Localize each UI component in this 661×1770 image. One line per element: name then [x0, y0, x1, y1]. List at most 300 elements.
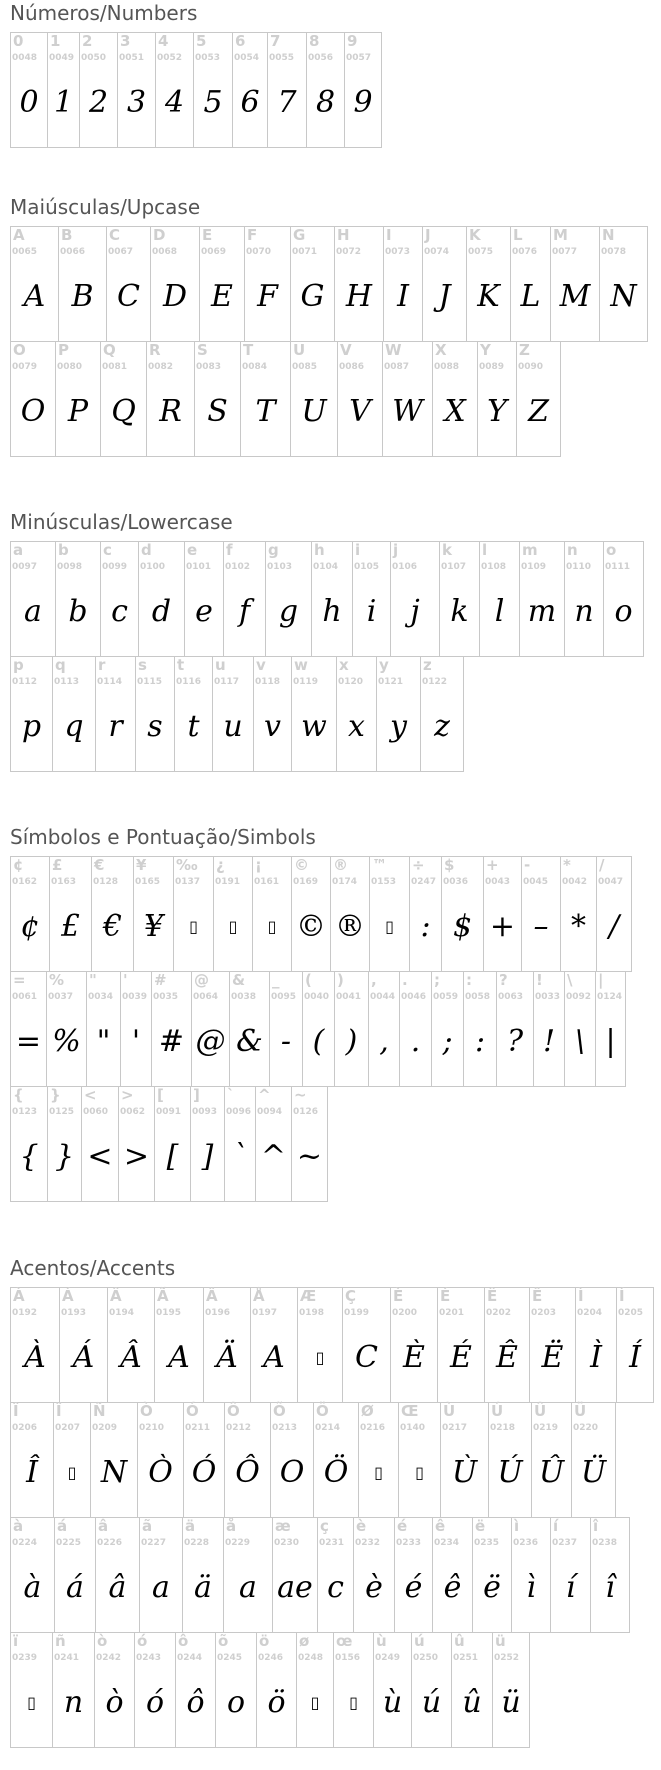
glyph-code-label: 0087 — [384, 362, 410, 372]
glyph-code-label: 0210 — [139, 1423, 165, 1433]
glyph-code-label: 0123 — [12, 1107, 38, 1117]
glyph-character-label: M — [553, 226, 568, 244]
glyph-sample: @ — [195, 1024, 226, 1059]
glyph-cell — [175, 1632, 216, 1748]
glyph-sample: ¥ — [143, 909, 164, 944]
glyph-cell — [333, 1632, 374, 1748]
glyph-character-label: ! — [536, 971, 543, 989]
glyph-sample: > — [123, 1139, 150, 1174]
glyph-code-label: 0198 — [299, 1308, 325, 1318]
glyph-cell — [272, 1517, 318, 1633]
glyph-character-label: > — [121, 1086, 134, 1104]
glyph-cell — [54, 1517, 96, 1633]
glyph-character-label: # — [154, 971, 167, 989]
glyph-character-label: v — [256, 656, 266, 674]
glyph-sample: ! — [542, 1024, 556, 1059]
glyph-sample: n — [63, 1685, 84, 1720]
glyph-character-label: 2 — [82, 32, 93, 50]
glyph-cell — [120, 971, 152, 1087]
glyph-sample: : — [474, 1024, 486, 1059]
glyph-character-label: P — [58, 341, 69, 359]
glyph-character-label: ô — [178, 1632, 189, 1650]
glyph-code-label: 0237 — [552, 1538, 578, 1548]
glyph-sample: z — [434, 709, 450, 744]
glyph-character-label: x — [339, 656, 349, 674]
glyph-code-label: 0252 — [494, 1653, 520, 1663]
glyph-code-label: 0045 — [523, 877, 549, 887]
glyph-cell — [564, 541, 604, 657]
glyph-sample: N — [100, 1455, 128, 1490]
glyph-sample: d — [151, 594, 172, 629]
glyph-character-label: À — [13, 1287, 25, 1305]
glyph-sample: Ô — [235, 1455, 260, 1490]
glyph-character-label: , — [371, 971, 377, 989]
glyph-sample: W — [392, 394, 423, 429]
glyph-cell — [550, 226, 600, 342]
glyph-character-label: 9 — [347, 32, 358, 50]
glyph-character-label: ë — [475, 1517, 486, 1535]
glyph-character-label: R — [149, 341, 161, 359]
glyph-sample: Ê — [496, 1340, 518, 1375]
glyph-sample: 8 — [315, 85, 336, 120]
glyph-character-label: û — [454, 1632, 465, 1650]
glyph-cell — [91, 856, 134, 972]
glyph-sample: a — [152, 1570, 170, 1605]
glyph-sample: A — [23, 279, 46, 314]
glyph-row — [10, 541, 643, 656]
glyph-character-label: U — [293, 341, 306, 359]
glyph-cell — [95, 656, 136, 772]
glyph-character-label: J — [425, 226, 431, 244]
glyph-character-label: C — [109, 226, 121, 244]
glyph-cell — [94, 1632, 135, 1748]
glyph-cell — [431, 971, 464, 1087]
glyph-sample: i — [366, 594, 377, 629]
glyph-cell — [472, 1517, 512, 1633]
glyph-character-label: $ — [444, 856, 455, 874]
glyph-cell — [599, 226, 648, 342]
glyph-sample: 0 — [19, 85, 39, 120]
glyph-cell — [358, 1402, 399, 1518]
glyph-code-label: 0100 — [140, 562, 166, 572]
glyph-sample: ] — [201, 1139, 214, 1174]
glyph-sample: , — [379, 1024, 389, 1059]
glyph-character-label: Ù — [443, 1402, 456, 1420]
glyph-sample: ▯ — [189, 917, 198, 936]
glyph-code-label: 0074 — [424, 247, 450, 257]
glyph-cell — [596, 856, 632, 972]
glyph-character-label: Î — [13, 1402, 19, 1420]
glyph-character-label: Û — [534, 1402, 547, 1420]
glyph-code-label: 0244 — [177, 1653, 203, 1663]
glyph-sample: V — [349, 394, 371, 429]
glyph-cell — [86, 971, 121, 1087]
glyph-code-label: 0091 — [156, 1107, 182, 1117]
glyph-character-label: z — [423, 656, 432, 674]
glyph-character-label: í — [553, 1517, 559, 1535]
glyph-character-label: Y — [480, 341, 491, 359]
glyph-cell — [420, 656, 464, 772]
glyph-code-label: 0109 — [521, 562, 547, 572]
glyph-character-label: ) — [337, 971, 344, 989]
glyph-cell — [269, 971, 303, 1087]
glyph-sample: ; — [442, 1024, 453, 1059]
glyph-cell — [411, 1632, 452, 1748]
glyph-code-label: 0162 — [12, 877, 38, 887]
glyph-cell — [317, 1517, 354, 1633]
glyph-sample: 1 — [53, 85, 74, 120]
glyph-code-label: 0092 — [566, 992, 592, 1002]
glyph-character-label: ñ — [55, 1632, 66, 1650]
glyph-cell — [334, 971, 369, 1087]
glyph-character-label: é — [397, 1517, 408, 1535]
glyph-code-label: 0062 — [120, 1107, 146, 1117]
section-title: Números/Numbers — [10, 1, 198, 25]
glyph-character-label: } — [50, 1086, 61, 1104]
glyph-cell — [483, 856, 522, 972]
glyph-cell — [575, 1287, 617, 1403]
glyph-code-label: 0174 — [332, 877, 358, 887]
glyph-code-label: 0072 — [336, 247, 362, 257]
glyph-code-label: 0219 — [533, 1423, 559, 1433]
glyph-sample: p — [21, 709, 42, 744]
glyph-cell — [451, 1632, 493, 1748]
glyph-code-label: 0114 — [97, 677, 123, 687]
glyph-cell — [291, 856, 331, 972]
glyph-row — [10, 32, 381, 147]
glyph-sample: ó — [145, 1685, 165, 1720]
glyph-code-label: 0081 — [102, 362, 128, 372]
glyph-cell — [135, 656, 175, 772]
glyph-sample: ▯ — [349, 1693, 358, 1712]
glyph-cell — [154, 1086, 191, 1202]
glyph-code-label: 0116 — [176, 677, 202, 687]
glyph-cell — [154, 1287, 204, 1403]
glyph-character-label: Ï — [56, 1402, 62, 1420]
glyph-sample: 5 — [203, 85, 223, 120]
glyph-sample: Ü — [580, 1455, 607, 1490]
glyph-character-label: b — [58, 541, 69, 559]
glyph-code-label: 0079 — [12, 362, 38, 372]
glyph-code-label: 0071 — [292, 247, 318, 257]
glyph-row — [10, 856, 631, 971]
glyph-code-label: 0068 — [152, 247, 178, 257]
glyph-cell — [212, 656, 254, 772]
glyph-code-label: 0048 — [12, 53, 38, 63]
glyph-cell — [232, 32, 268, 148]
glyph-cell — [373, 1632, 412, 1748]
glyph-code-label: 0082 — [148, 362, 174, 372]
glyph-cell — [432, 341, 478, 457]
glyph-cell — [510, 226, 551, 342]
glyph-character-label: G — [293, 226, 306, 244]
glyph-cell — [155, 32, 194, 148]
glyph-code-label: 0122 — [422, 677, 448, 687]
glyph-character-label: Q — [103, 341, 116, 359]
glyph-character-label: a — [13, 541, 24, 559]
glyph-cell — [53, 1402, 91, 1518]
glyph-sample: M — [559, 279, 591, 314]
glyph-code-label: 0096 — [226, 1107, 252, 1117]
glyph-character-label: | — [598, 971, 604, 989]
glyph-cell — [390, 1287, 438, 1403]
glyph-sample: Ò — [148, 1455, 173, 1490]
glyph-character-label: ÷ — [412, 856, 425, 874]
glyph-cell — [409, 856, 442, 972]
glyph-sample: £ — [60, 909, 81, 944]
glyph-character-label: ü — [495, 1632, 506, 1650]
glyph-code-label: 0120 — [338, 677, 364, 687]
glyph-cell — [422, 226, 467, 342]
glyph-character-label: ç — [320, 1517, 329, 1535]
glyph-code-label: 0137 — [175, 877, 201, 887]
glyph-sample: C — [117, 279, 140, 314]
glyph-cell — [55, 541, 101, 657]
glyph-character-label: t — [177, 656, 185, 674]
glyph-sample: v — [264, 709, 281, 744]
glyph-character-label: o — [606, 541, 617, 559]
glyph-cell — [616, 1287, 654, 1403]
glyph-cell — [376, 656, 421, 772]
glyph-code-label: 0228 — [184, 1538, 210, 1548]
glyph-sample: F — [257, 279, 278, 314]
glyph-sample: Z — [528, 394, 549, 429]
glyph-cell — [516, 341, 561, 457]
glyph-code-label: 0076 — [512, 247, 538, 257]
glyph-cell — [437, 1287, 485, 1403]
glyph-character-label: [ — [157, 1086, 164, 1104]
glyph-sample: ö — [267, 1685, 286, 1720]
glyph-character-label: e — [187, 541, 198, 559]
glyph-cell — [479, 541, 520, 657]
glyph-character-label: y — [379, 656, 389, 674]
glyph-code-label: 0251 — [453, 1653, 479, 1663]
glyph-character-label: A — [13, 226, 25, 244]
glyph-code-label: 0110 — [566, 562, 592, 572]
glyph-sample: w — [301, 709, 327, 744]
glyph-cell — [352, 541, 391, 657]
glyph-row — [10, 341, 647, 456]
glyph-code-label: 0250 — [413, 1653, 439, 1663]
glyph-character-label: ¿ — [216, 856, 225, 874]
glyph-character-label: ‰ — [176, 856, 198, 874]
glyph-cell — [151, 971, 192, 1087]
glyph-character-label: f — [226, 541, 233, 559]
glyph-sample: O — [279, 1455, 305, 1490]
glyph-sample: o — [226, 1685, 246, 1720]
glyph-cell — [244, 226, 291, 342]
glyph-character-label: Á — [62, 1287, 74, 1305]
glyph-character-label: ä — [185, 1517, 196, 1535]
glyph-code-label: 0036 — [443, 877, 469, 887]
glyph-cell — [10, 1402, 54, 1518]
glyph-character-label: r — [98, 656, 106, 674]
glyph-character-label: Ö — [316, 1402, 329, 1420]
glyph-cell — [571, 1402, 616, 1518]
glyph-sample: s — [147, 709, 163, 744]
glyph-sample: 9 — [353, 85, 373, 120]
glyph-character-label: N — [602, 226, 615, 244]
glyph-sample: < — [87, 1139, 113, 1174]
glyph-code-label: 0043 — [485, 877, 511, 887]
glyph-sample: 2 — [88, 85, 109, 120]
glyph-cell — [336, 656, 377, 772]
glyph-cell — [511, 1517, 551, 1633]
glyph-character-label: ® — [333, 856, 348, 874]
glyph-sample: l — [494, 594, 505, 629]
glyph-code-label: 0060 — [83, 1107, 109, 1117]
glyph-character-label: è — [356, 1517, 367, 1535]
glyph-sample: Ë — [541, 1340, 564, 1375]
glyph-sample: % — [52, 1024, 81, 1059]
glyph-code-label: 0196 — [205, 1308, 231, 1318]
glyph-code-label: 0089 — [479, 362, 505, 372]
glyph-sample: ü — [501, 1685, 521, 1720]
glyph-sample: H — [345, 279, 373, 314]
glyph-sample: ? — [506, 1024, 524, 1059]
glyph-cell — [253, 656, 292, 772]
glyph-code-label: 0247 — [411, 877, 437, 887]
glyph-sample: o — [614, 594, 633, 629]
glyph-code-label: 0235 — [474, 1538, 500, 1548]
glyph-cell — [291, 1086, 328, 1202]
glyph-code-label: 0163 — [51, 877, 77, 887]
glyph-code-label: 0242 — [96, 1653, 122, 1663]
glyph-character-label: d — [141, 541, 152, 559]
glyph-sample: " — [96, 1024, 111, 1059]
glyph-character-label: Ò — [140, 1402, 153, 1420]
glyph-row — [10, 656, 643, 771]
glyph-code-label: 0042 — [562, 877, 588, 887]
glyph-cell — [306, 32, 345, 148]
glyph-character-label: ( — [305, 971, 312, 989]
section-lowercase — [10, 511, 643, 771]
glyph-sample: + — [489, 909, 516, 944]
glyph-character-label: ò — [97, 1632, 108, 1650]
glyph-sample: 6 — [240, 85, 260, 120]
glyph-sample: Q — [111, 394, 136, 429]
glyph-character-label: 0 — [13, 32, 24, 50]
glyph-code-label: 0230 — [274, 1538, 300, 1548]
glyph-cell — [369, 856, 410, 972]
glyph-sample: G — [300, 279, 325, 314]
glyph-character-label: W — [385, 341, 402, 359]
glyph-character-label: Ô — [227, 1402, 240, 1420]
glyph-cell — [90, 1402, 138, 1518]
glyph-code-label: 0058 — [465, 992, 491, 1002]
glyph-sample: E — [211, 279, 233, 314]
glyph-character-label: * — [563, 856, 571, 874]
glyph-code-label: 0113 — [54, 677, 80, 687]
glyph-character-label: ú — [414, 1632, 425, 1650]
glyph-code-label: 0040 — [304, 992, 330, 1002]
glyph-code-label: 0097 — [12, 562, 38, 572]
glyph-code-label: 0039 — [122, 992, 148, 1002]
glyph-cell — [440, 1402, 489, 1518]
glyph-cell — [10, 1287, 60, 1403]
glyph-sample: [ — [166, 1139, 179, 1174]
glyph-code-label: 0088 — [434, 362, 460, 372]
glyph-character-label: ; — [434, 971, 440, 989]
glyph-cell — [224, 1402, 271, 1518]
glyph-character-label: q — [55, 656, 66, 674]
glyph-cell — [52, 656, 96, 772]
glyph-code-label: 0126 — [293, 1107, 319, 1117]
glyph-code-label: 0112 — [12, 677, 38, 687]
glyph-cell — [10, 1086, 48, 1202]
glyph-cell — [484, 1287, 530, 1403]
glyph-character-label: Ç — [345, 1287, 357, 1305]
glyph-code-label: 0075 — [468, 247, 494, 257]
glyph-character-label: Ì — [578, 1287, 584, 1305]
glyph-code-label: 0049 — [49, 53, 75, 63]
glyph-code-label: 0229 — [225, 1538, 251, 1548]
glyph-sample: U — [301, 394, 327, 429]
glyph-sample: É — [450, 1340, 472, 1375]
glyph-character-label: % — [49, 971, 65, 989]
glyph-cell — [432, 1517, 473, 1633]
glyph-sample: x — [348, 709, 365, 744]
glyph-cell — [182, 1517, 224, 1633]
glyph-cell — [100, 541, 139, 657]
glyph-sample: n — [574, 594, 594, 629]
glyph-sample: È — [403, 1340, 425, 1375]
glyph-cell — [107, 1287, 155, 1403]
glyph-cell — [477, 341, 517, 457]
glyph-code-label: 0234 — [434, 1538, 460, 1548]
glyph-code-label: 0140 — [400, 1423, 426, 1433]
glyph-code-label: 0077 — [552, 247, 578, 257]
glyph-sample: D — [162, 279, 188, 314]
glyph-code-label: 0213 — [272, 1423, 298, 1433]
glyph-sample: # — [158, 1024, 185, 1059]
glyph-cell — [55, 341, 101, 457]
glyph-sample: ▯ — [374, 1463, 383, 1482]
glyph-character-label: € — [94, 856, 105, 874]
glyph-code-label: 0232 — [355, 1538, 381, 1548]
glyph-code-label: 0192 — [12, 1308, 38, 1318]
glyph-sample: ë — [483, 1570, 501, 1605]
glyph-code-label: 0165 — [135, 877, 161, 887]
glyph-code-label: 0103 — [267, 562, 293, 572]
glyph-sample: ú — [421, 1685, 442, 1720]
glyph-sample: Â — [120, 1340, 142, 1375]
glyph-character-label: & — [232, 971, 246, 989]
glyph-sample: | — [605, 1024, 616, 1059]
glyph-code-label: 0073 — [385, 247, 411, 257]
glyph-cell — [290, 341, 338, 457]
glyph-cell — [10, 226, 59, 342]
glyph-character-label: + — [486, 856, 499, 874]
glyph-cell — [334, 226, 384, 342]
glyph-code-label: 0053 — [195, 53, 221, 63]
glyph-character-label: K — [469, 226, 481, 244]
glyph-sample: B — [71, 279, 94, 314]
glyph-sample: Ú — [497, 1455, 523, 1490]
glyph-code-label: 0047 — [598, 877, 624, 887]
glyph-character-label: ] — [193, 1086, 200, 1104]
glyph-character-label: î — [593, 1517, 599, 1535]
glyph-code-label: 0214 — [315, 1423, 341, 1433]
glyph-cell — [255, 1086, 292, 1202]
glyph-character-label: T — [243, 341, 254, 359]
glyph-sample: Ó — [191, 1455, 217, 1490]
glyph-sample: q — [64, 709, 84, 744]
glyph-cell — [229, 971, 270, 1087]
glyph-sample: ê — [443, 1570, 462, 1605]
glyph-character-label: X — [435, 341, 447, 359]
glyph-character-label: Ã — [157, 1287, 169, 1305]
